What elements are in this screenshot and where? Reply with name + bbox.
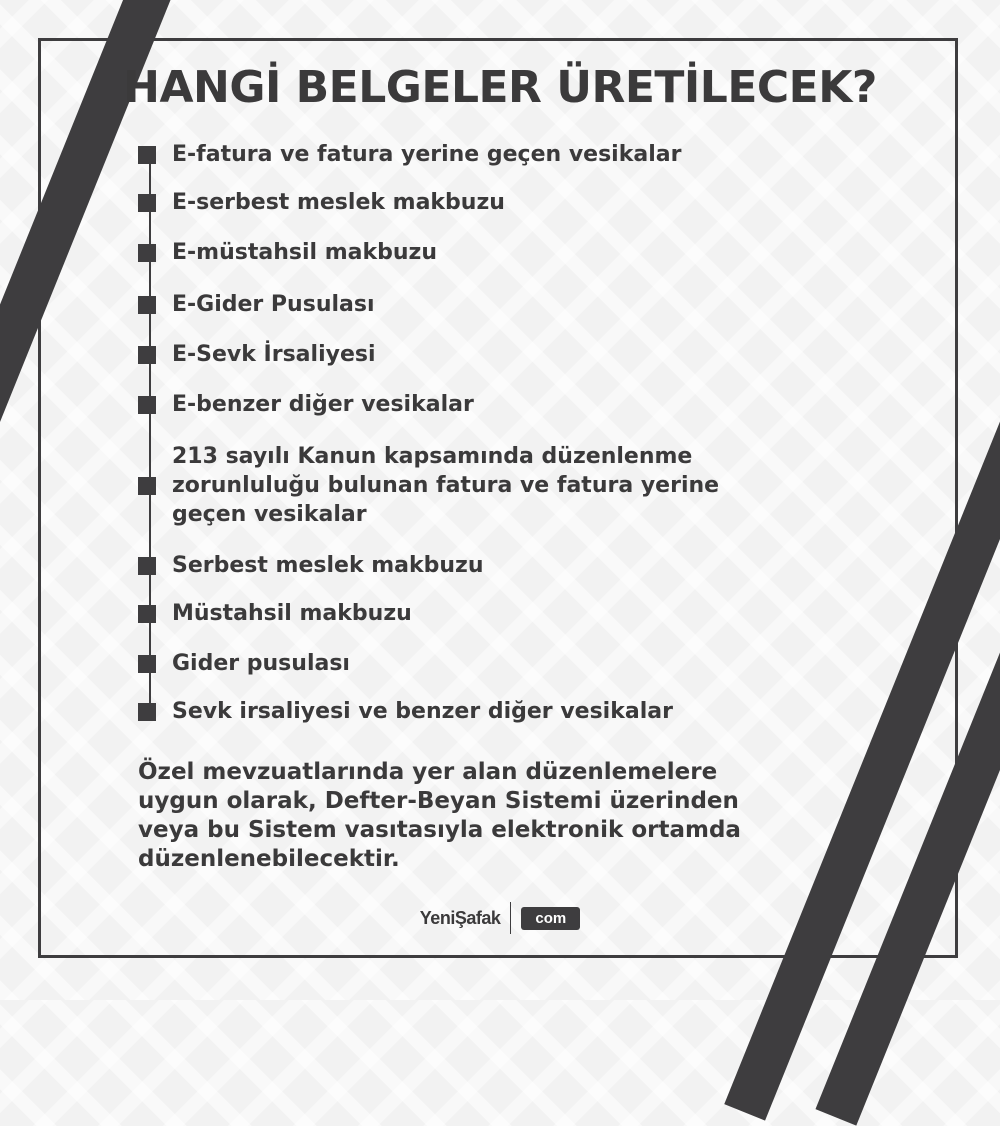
square-bullet-icon [138,194,156,212]
list-item [138,551,484,580]
domain-badge: com [521,907,580,930]
square-bullet-icon [138,703,156,721]
list-item [138,599,412,628]
list-item [138,340,376,369]
list-item-label: E-Gider Pusulası [172,292,375,317]
list-item-label: Serbest meslek makbuzu [172,553,484,578]
list-item-label: Sevk irsaliyesi ve benzer diğer vesikalar [172,699,673,724]
list-item [138,140,681,169]
page-title: HANGİ BELGELER ÜRETİLECEK? [123,62,877,113]
brand-logo: YeniŞafak [419,907,501,928]
square-bullet-icon [138,655,156,673]
square-bullet-icon [138,146,156,164]
square-bullet-icon [138,296,156,314]
square-bullet-icon [138,346,156,364]
list-item [138,697,673,726]
list-item-label: 213 sayılı Kanun kapsamında düzenlenme zorunluluğu bulunan fatura ve fatura yerine geçen vesikalar [172,444,720,527]
list-item-label: E-serbest meslek makbuzu [172,190,505,215]
list-item-label: E-Sevk İrsaliyesi [172,342,376,367]
list-item-label: Gider pusulası [172,651,350,676]
list-item [138,238,437,267]
list-item [138,442,719,529]
square-bullet-icon [138,396,156,414]
closing-note: Özel mevzuatlarında yer alan düzenlemelere uygun olarak, Defter-Beyan Sistemi üzerinden veya bu Sistem vasıtasıyla elektronik ortamda düzenlenebilecektir. [138,759,741,872]
list-item-label: E-fatura ve fatura yerine geçen vesikalar [172,142,682,167]
square-bullet-icon [138,244,156,262]
footer [0,902,1000,934]
square-bullet-icon [138,557,156,575]
list-item-label: E-müstahsil makbuzu [172,240,437,265]
list-item [138,649,350,678]
square-bullet-icon [138,605,156,623]
list-item [138,390,474,419]
list-item [138,290,375,319]
list-item [138,188,505,217]
footer-divider [510,902,511,934]
square-bullet-icon [138,477,156,495]
list-item-label: E-benzer diğer vesikalar [172,392,474,417]
list-item-label: Müstahsil makbuzu [172,601,412,626]
